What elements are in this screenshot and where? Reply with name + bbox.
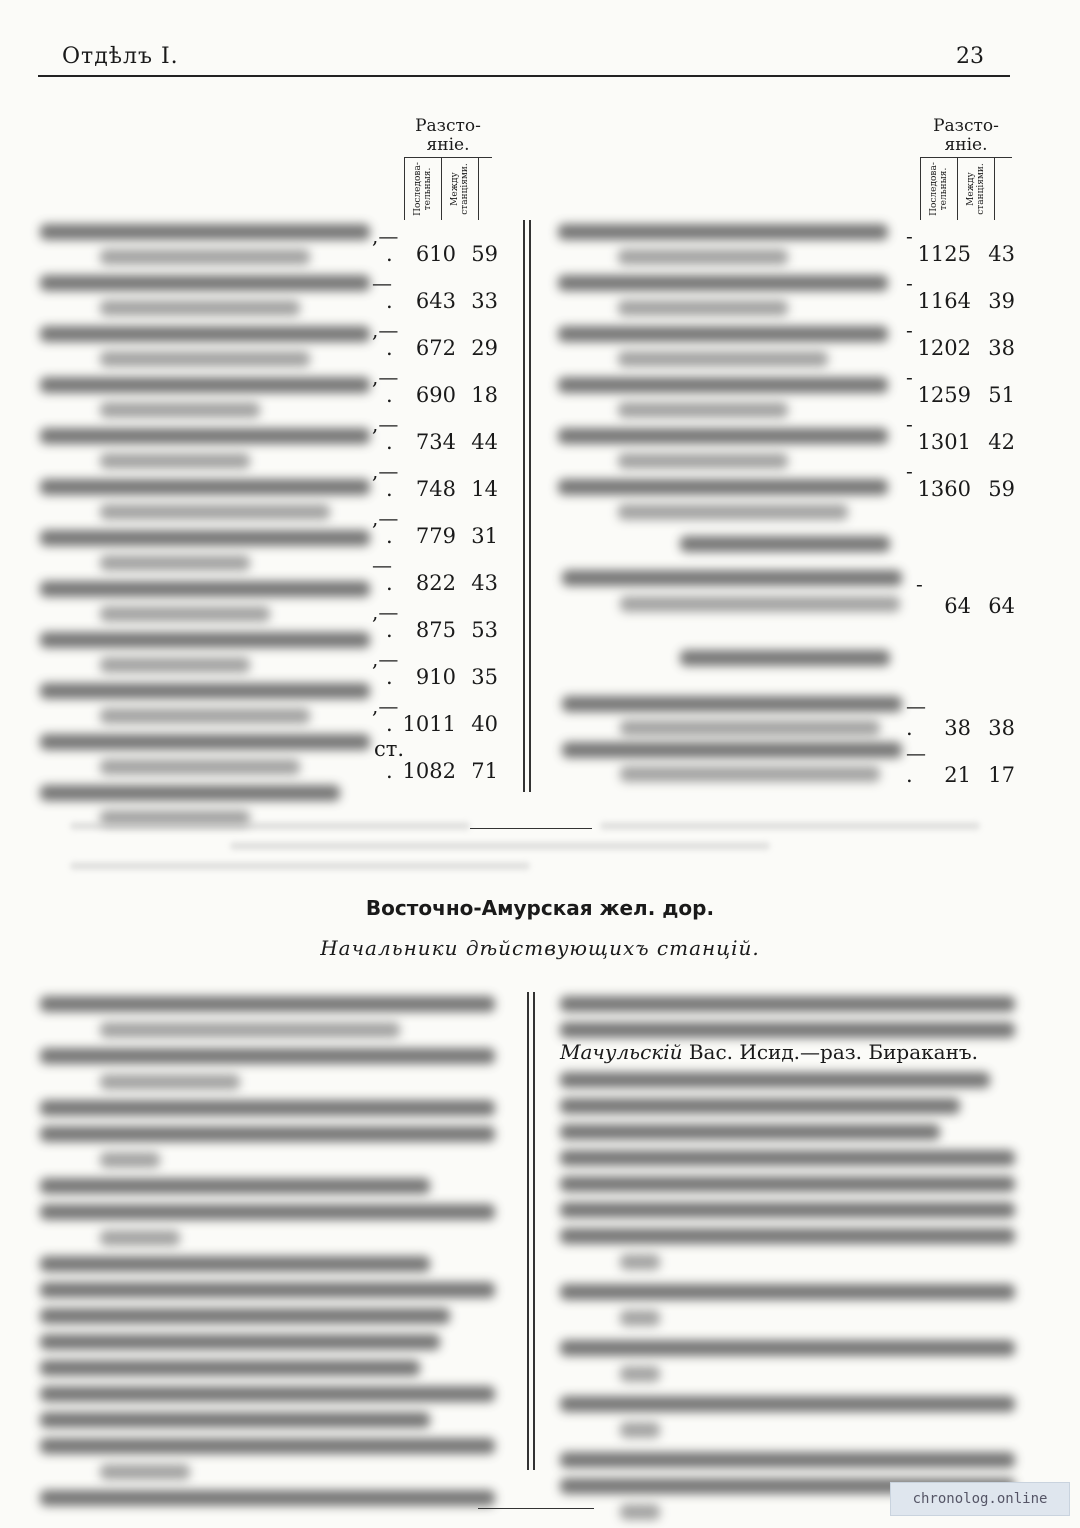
between-distance: 71 [471, 759, 498, 783]
table-row: ,— . 748 14 [372, 459, 498, 501]
cumulative-distance: 1301 [917, 430, 971, 454]
section-title: Восточно-Амурская жел. дор. [365, 896, 715, 920]
cumulative-distance: 64 [944, 594, 971, 618]
table-row: - 1125 43 [906, 224, 1015, 266]
cumulative-column-header [404, 158, 441, 220]
between-distance: 33 [471, 289, 498, 313]
branch-entry-redacted [562, 696, 902, 712]
cumulative-distance: 1164 [917, 289, 971, 313]
separator-rule [470, 828, 592, 829]
between-distance: 44 [471, 430, 498, 454]
between-distance: 14 [471, 477, 498, 501]
entry-surname: Мачульскій [560, 1040, 683, 1064]
bleed-through [70, 862, 530, 870]
branch-entry-redacted [562, 742, 902, 758]
right-distance-header [920, 117, 1012, 220]
column-divider [533, 992, 535, 1470]
branch-entry-redacted [620, 720, 880, 736]
table-row: ,— . 910 35 [372, 647, 498, 689]
bleed-through [600, 822, 980, 830]
between-distance: 59 [471, 242, 498, 266]
table-row: ,— . 779 31 [372, 506, 498, 548]
left-distance-header [404, 117, 492, 220]
header-rule [38, 75, 1010, 77]
page-number: 23 [956, 44, 984, 69]
cumulative-distance: 875 [415, 618, 456, 642]
cumulative-distance: 1360 [917, 477, 971, 501]
table-row: ,— . 610 59 [372, 224, 498, 266]
table-row: - 1259 51 [906, 365, 1015, 407]
between-distance: 18 [471, 383, 498, 407]
column-divider [523, 220, 525, 792]
watermark-badge: chronolog.online [890, 1482, 1070, 1516]
cumulative-distance: 1011 [402, 712, 456, 736]
table-row: - 1360 59 [906, 459, 1015, 501]
station-chiefs-left-redacted [40, 996, 500, 1506]
cumulative-distance: 1202 [917, 336, 971, 360]
between-distance: 39 [988, 289, 1015, 313]
cumulative-distance: 1125 [917, 242, 971, 266]
left-names-redacted [40, 224, 375, 826]
between-distance: 17 [988, 763, 1015, 787]
cumulative-distance: 643 [415, 289, 456, 313]
cumulative-distance: 910 [415, 665, 456, 689]
right-names-redacted [558, 224, 908, 520]
branch-heading-redacted [680, 650, 890, 666]
cumulative-distance: 1082 [402, 759, 456, 783]
table-row: ,— . 672 29 [372, 318, 498, 360]
section-subtitle: Начальники дѣйствующихъ станцій. [320, 936, 760, 960]
station-abbrev: ст. [374, 737, 405, 761]
between-distance: 38 [988, 336, 1015, 360]
cumulative-distance: 822 [415, 571, 456, 595]
column-divider [529, 220, 531, 792]
between-distance: 29 [471, 336, 498, 360]
bleed-through [70, 822, 470, 830]
between-distance: 40 [471, 712, 498, 736]
between-distance: 35 [471, 665, 498, 689]
cumulative-label: Последова- тельныя. [413, 162, 433, 216]
cumulative-distance: 734 [415, 430, 456, 454]
cumulative-distance: 748 [415, 477, 456, 501]
table-row: ,— . 1011 40 [372, 694, 498, 736]
between-label: Между станціями. [450, 163, 470, 215]
station-chiefs-right-redacted [560, 1072, 1020, 1520]
between-distance: 64 [988, 594, 1015, 618]
between-distance: 59 [988, 477, 1015, 501]
station-chiefs-right-redacted [560, 996, 1020, 1038]
table-row: ст. . 1082 71 [374, 737, 498, 783]
branch-heading-redacted [680, 536, 890, 552]
branch-entry-redacted [620, 596, 900, 612]
between-distance: 38 [988, 716, 1015, 740]
column-divider [527, 992, 529, 1470]
table-row: ,— . 875 53 [372, 600, 498, 642]
cumulative-distance: 779 [415, 524, 456, 548]
cumulative-column-header [920, 158, 957, 220]
table-row: — . 822 43 [372, 553, 498, 595]
right-distance-rows [906, 224, 1021, 514]
section-heading: Отдѣлъ I. [62, 44, 179, 69]
cumulative-distance: 610 [415, 242, 456, 266]
between-label: Между станціями. [966, 163, 986, 215]
cumulative-distance: 38 [944, 716, 971, 740]
branch-entry-redacted [620, 766, 880, 782]
cumulative-distance: 672 [415, 336, 456, 360]
separator-rule [478, 1508, 594, 1509]
cumulative-distance: 690 [415, 383, 456, 407]
left-distance-rows [372, 224, 502, 796]
station-chief-entry [560, 1040, 978, 1064]
table-row: - 1164 39 [906, 271, 1015, 313]
branch-entry-redacted [562, 570, 902, 586]
table-row: - 1202 38 [906, 318, 1015, 360]
between-distance: 43 [471, 571, 498, 595]
cumulative-label: Последова- тельныя. [929, 162, 949, 216]
between-column-header [957, 158, 995, 220]
table-row: ,— . 690 18 [372, 365, 498, 407]
table-row: — . 38 38 [906, 694, 1015, 740]
between-distance: 53 [471, 618, 498, 642]
distance-label: Разсто- яніе. [920, 117, 1012, 158]
table-row: — . 21 17 [906, 741, 1015, 787]
between-distance: 42 [988, 430, 1015, 454]
between-column-header [441, 158, 479, 220]
entry-details: Вас. Исид.—раз. Бираканъ. [682, 1040, 978, 1064]
distance-label: Разсто- яніе. [404, 117, 492, 158]
cumulative-distance: 21 [944, 763, 971, 787]
table-row: - 64 64 [916, 572, 1015, 618]
table-row: ,— . 734 44 [372, 412, 498, 454]
table-row: — . 643 33 [372, 271, 498, 313]
table-row: - 1301 42 [906, 412, 1015, 454]
between-distance: 43 [988, 242, 1015, 266]
cumulative-distance: 1259 [917, 383, 971, 407]
between-distance: 31 [471, 524, 498, 548]
between-distance: 51 [988, 383, 1015, 407]
bleed-through [230, 842, 770, 850]
